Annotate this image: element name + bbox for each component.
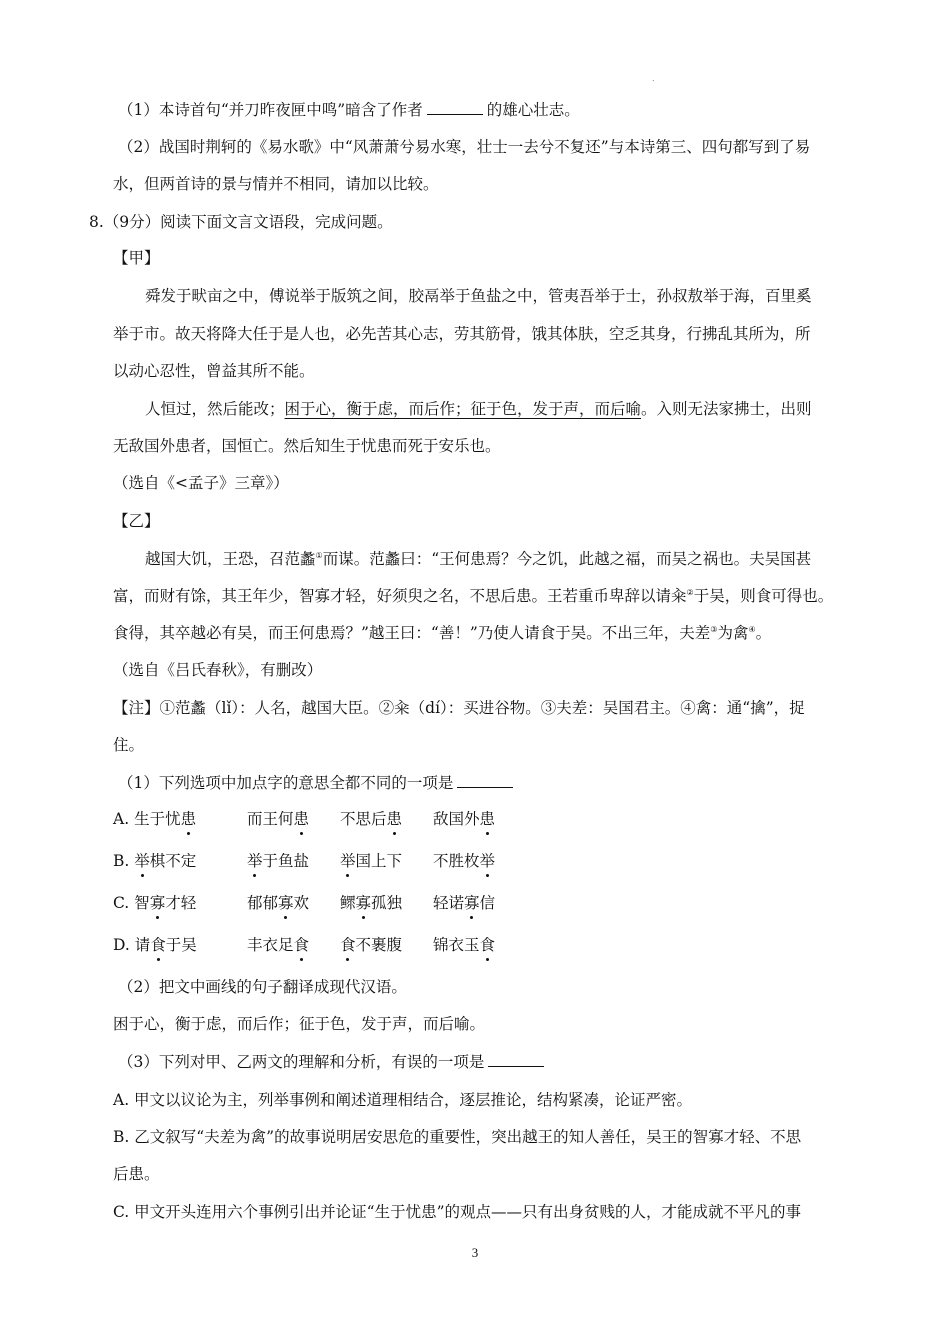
passage-jia-label: 【甲】	[113, 249, 160, 267]
sub3-option-a[interactable]: A. 甲文以议论为主，列举事例和阐述道理相结合，逐层推论，结构紧凑，论证严密。	[113, 1091, 693, 1109]
sub-question-3-text: （3）下列对甲、乙两文的理解和分析，有误的一项是	[118, 1053, 485, 1071]
dotted-char: 举	[479, 852, 496, 870]
passage-jia-line2: 举于市。故天将降大任于是人也，必先苦其心志，劳其筋骨，饿其体肤，空乏其身，行拂乱其所为，所	[113, 325, 811, 343]
q7-sub1-text: （1）本诗首句“并刀昨夜匣中鸣”暗含了作者	[118, 101, 423, 119]
option-a-item3: 不思后患	[340, 810, 403, 828]
option-b-item4: 不胜枚举	[433, 852, 496, 870]
passage-yi-line1	[145, 548, 811, 570]
option-label-c: C.	[113, 894, 135, 912]
sub-question-1-text: （1）下列选项中加点字的意思全都不同的一项是	[118, 774, 454, 792]
footnote-ref-4: ④	[748, 624, 756, 634]
dotted-char: 患	[479, 810, 496, 828]
passage-jia-line3: 以动心忍性，曾益其所不能。	[113, 362, 315, 380]
answer-blank[interactable]	[427, 99, 483, 115]
option-a-item4: 敌国外患	[433, 810, 496, 828]
footnote-ref-2: ②	[686, 587, 694, 597]
option-d-item3: 食不裹腹	[340, 936, 403, 954]
passage-jia-line1: 舜发于畎亩之中，傅说举于版筑之间，胶鬲举于鱼盐之中，管夷吾举于士，孙叔敖举于海，百里奚	[145, 287, 812, 305]
yi-l2-b: 于吴，则食可得也。	[693, 587, 834, 605]
jia-p2-pre: 人恒过，然后能改；	[145, 400, 285, 418]
option-b-item3: 举国上下	[340, 852, 403, 870]
yi-l3-b: 为禽	[717, 624, 749, 642]
option-c-item4: 轻诺寡信	[433, 894, 496, 912]
option-b-item2: 举于鱼盐	[247, 852, 310, 870]
passage-jia-line5: 无敌国外患者，国恒亡。然后知生于忧患而死于安乐也。	[113, 437, 501, 455]
passage-jia-line4	[145, 398, 812, 420]
dotted-char: 寡	[278, 894, 294, 912]
dotted-char: 患	[180, 810, 197, 828]
sub-question-2-sentence: 困于心，衡于虑，而后作；征于色，发于声，而后喻。	[113, 1015, 486, 1033]
option-d-item4: 锦衣玉食	[433, 936, 496, 954]
answer-blank[interactable]	[457, 772, 513, 788]
dotted-char: 寡	[149, 894, 166, 912]
underlined-sentence: 困于心，衡于虑，而后作；征于色，发于声，而后喻	[284, 400, 642, 418]
yi-l2-a: 富，而财有馀，其王年少，智寡才轻，好须臾之名，不思后患。王若重币卑辞以请籴	[113, 587, 687, 605]
q7-sub1-tail: 的雄心壮志。	[486, 101, 580, 119]
dotted-char: 食	[150, 936, 166, 954]
sub3-option-b-line1[interactable]: B. 乙文叙写“夫差为禽”的故事说明居安思危的重要性，突出越王的知人善任，吴王的智寡才轻、不思	[113, 1128, 802, 1146]
header-mark: .	[652, 74, 655, 83]
option-c-item1: C. 智寡才轻	[113, 894, 197, 912]
option-label-b: B.	[113, 852, 135, 870]
option-a-item2: 而王何患	[247, 810, 310, 828]
option-d-item2: 丰衣足食	[247, 936, 310, 954]
option-c-item2: 郁郁寡欢	[247, 894, 310, 912]
footnote-ref-3: ③	[710, 624, 718, 634]
passage-yi-line2	[113, 585, 833, 607]
passage-yi-source: （选自《吕氏春秋》，有删改）	[113, 661, 323, 679]
sub3-option-b-line2: 后患。	[113, 1165, 160, 1183]
dotted-char: 寡	[355, 894, 372, 912]
dotted-char: 举	[340, 852, 356, 870]
option-row-b[interactable]	[0, 850, 600, 872]
option-b-item1: B. 举棋不定	[113, 852, 197, 870]
dotted-char: 举	[134, 852, 150, 870]
option-row-a[interactable]	[0, 808, 600, 830]
option-c-item3: 鳏寡孤独	[340, 894, 403, 912]
notes-line1: 【注】①范蠡（lǐ）：人名，越国大臣。②籴（dí）：买进谷物。③夫差：吴国君主。④禽：通“擒”，捉	[113, 699, 805, 717]
sub-question-1	[118, 772, 517, 794]
page-number: 3	[471, 1245, 479, 1260]
dotted-char: 食	[479, 936, 496, 954]
passage-yi-line3	[113, 622, 771, 644]
option-label-a: A.	[113, 810, 135, 828]
sub3-option-c[interactable]: C. 甲文开头连用六个事例引出并论证“生于忧患”的观点——只有出身贫贱的人，才能成就不平凡的事	[113, 1203, 802, 1221]
dotted-char: 患	[386, 810, 403, 828]
option-row-d[interactable]	[0, 934, 600, 956]
notes-line2: 住。	[113, 736, 145, 754]
footnote-ref-1: ①	[315, 550, 323, 560]
sub-question-2: （2）把文中画线的句子翻译成现代汉语。	[118, 978, 407, 996]
question-8-heading: 8.（9分）阅读下面文言文语段，完成问题。	[89, 213, 393, 231]
dotted-char: 食	[340, 936, 356, 954]
dotted-char: 举	[247, 852, 263, 870]
jia-p2-post: 。入则无法家拂士，出则	[641, 400, 812, 418]
dotted-char: 患	[293, 810, 310, 828]
sub-question-3	[118, 1051, 548, 1073]
yi-l3-c: 。	[755, 624, 772, 642]
yi-l3-a: 食得，其卒越必有吴，而王何患焉？”越王曰：“善！”乃使人请食于吴。不出三年，夫差	[113, 624, 711, 642]
option-row-c[interactable]	[0, 892, 600, 914]
dotted-char: 寡	[464, 894, 480, 912]
yi-l1-a: 越国大饥，王恐，召范蠡	[145, 550, 316, 568]
q7-sub2-line2: 水，但两首诗的景与情并不相同，请加以比较。	[113, 175, 439, 193]
passage-jia-source: （选自《<孟子》三章》）	[113, 474, 289, 492]
passage-yi-label: 【乙】	[113, 512, 160, 530]
dotted-char: 食	[293, 936, 310, 954]
q7-sub2-line1: （2）战国时荆轲的《易水歌》中“风萧萧兮易水寒，壮士一去兮不复还”与本诗第三、四句都写到了易	[118, 138, 811, 156]
option-a-item1: A. 生于忧患	[113, 810, 197, 828]
option-label-d: D.	[113, 936, 135, 954]
answer-blank[interactable]	[488, 1051, 544, 1067]
q7-sub1	[118, 99, 580, 121]
yi-l1-b: 而谋。范蠡曰：“王何患焉？今之饥，此越之福，而吴之祸也。夫吴国甚	[322, 550, 812, 568]
option-d-item1: D. 请食于吴	[113, 936, 197, 954]
